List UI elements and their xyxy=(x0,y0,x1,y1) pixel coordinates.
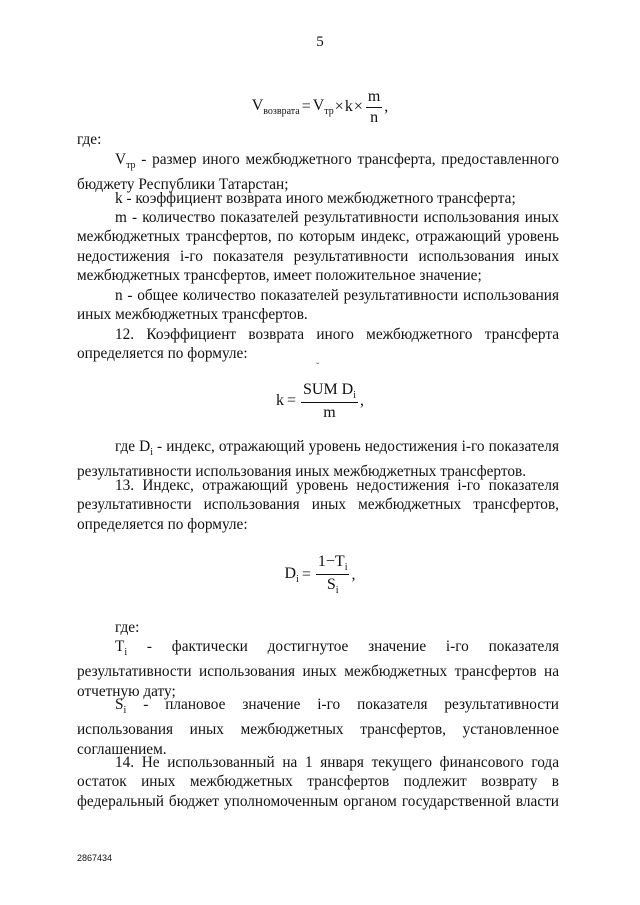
stray-mark: ˇ xyxy=(316,362,320,373)
page-number: 5 xyxy=(316,34,324,50)
definition-m: m - количество показателей результативности использования иных межбюджетных трансфертов, по которым индекс, отражающий уровень недостижения i-го показателя результативности использования иных межбюджетных трансфертов, имеет положительное значение; xyxy=(77,209,559,285)
where-label-1: где: xyxy=(77,131,102,148)
definition-ti: $T_i$ - фактически достигнутое значение i-го показателя результативности использования иных межбюджетных трансфертов на отчетную дату; xyxy=(77,638,559,700)
definition-vtr: $V_{тр}$ - размер иного межбюджетного трансферта, предоставленного бюджету Республики Татарстан; xyxy=(77,151,559,194)
formula2-fraction: $\frac{SUM D_i}{m}$ xyxy=(303,381,357,422)
definition-si: $S_i$ - плановое значение i-го показателя результативности использования иных межбюджетных трансфертов, установленное соглашением. xyxy=(77,696,559,758)
formula1-lhs: $V_{возврата}$ xyxy=(251,97,300,118)
paragraph-12: 12. Коэффициент возврата иного межбюджетного трансферта определяется по формуле: xyxy=(77,326,559,363)
formula1-vtr: $V_{тр}$ xyxy=(312,97,334,118)
definition-n: n - общее количество показателей результативности использования иных межбюджетных трансфертов. xyxy=(77,287,559,324)
paragraph-14: 14. Не использованный на 1 января текущего финансового года остаток иных межбюджетных трансфертов подлежит возврату в федеральный бюджет уполномоченным органом государственной власти xyxy=(77,754,559,810)
where-label-2: где: xyxy=(115,619,140,636)
formula-index: $D_i$ = $\frac{1-T_i}{S_i}$ , xyxy=(284,553,356,597)
definition-k: k - коэффициент возврата иного межбюджетного трансферта; xyxy=(115,190,516,207)
formula-return-volume: $V_{возврата}$ = $V_{тр}$ × k × $\frac{m}{n}$ , xyxy=(251,88,389,126)
definition-di: где $D_i$ - индекс, отражающий уровень недостижения i-го показателя результативности использования иных межбюджетных трансфертов. xyxy=(77,438,559,481)
document-id: 2867434 xyxy=(77,853,113,863)
formula-coefficient: k = $\frac{SUM D_i}{m}$ , xyxy=(275,381,365,422)
paragraph-13: 13. Индекс, отражающий уровень недостижения i-го показателя результативности использования иных межбюджетных трансфертов, определяется по формуле: xyxy=(77,477,559,533)
formula3-fraction: $\frac{1-T_i}{S_i}$ xyxy=(317,553,348,597)
formula3-lhs: $D_i$ xyxy=(284,564,299,585)
formula1-fraction: $\frac{m}{n}$ xyxy=(367,88,381,126)
